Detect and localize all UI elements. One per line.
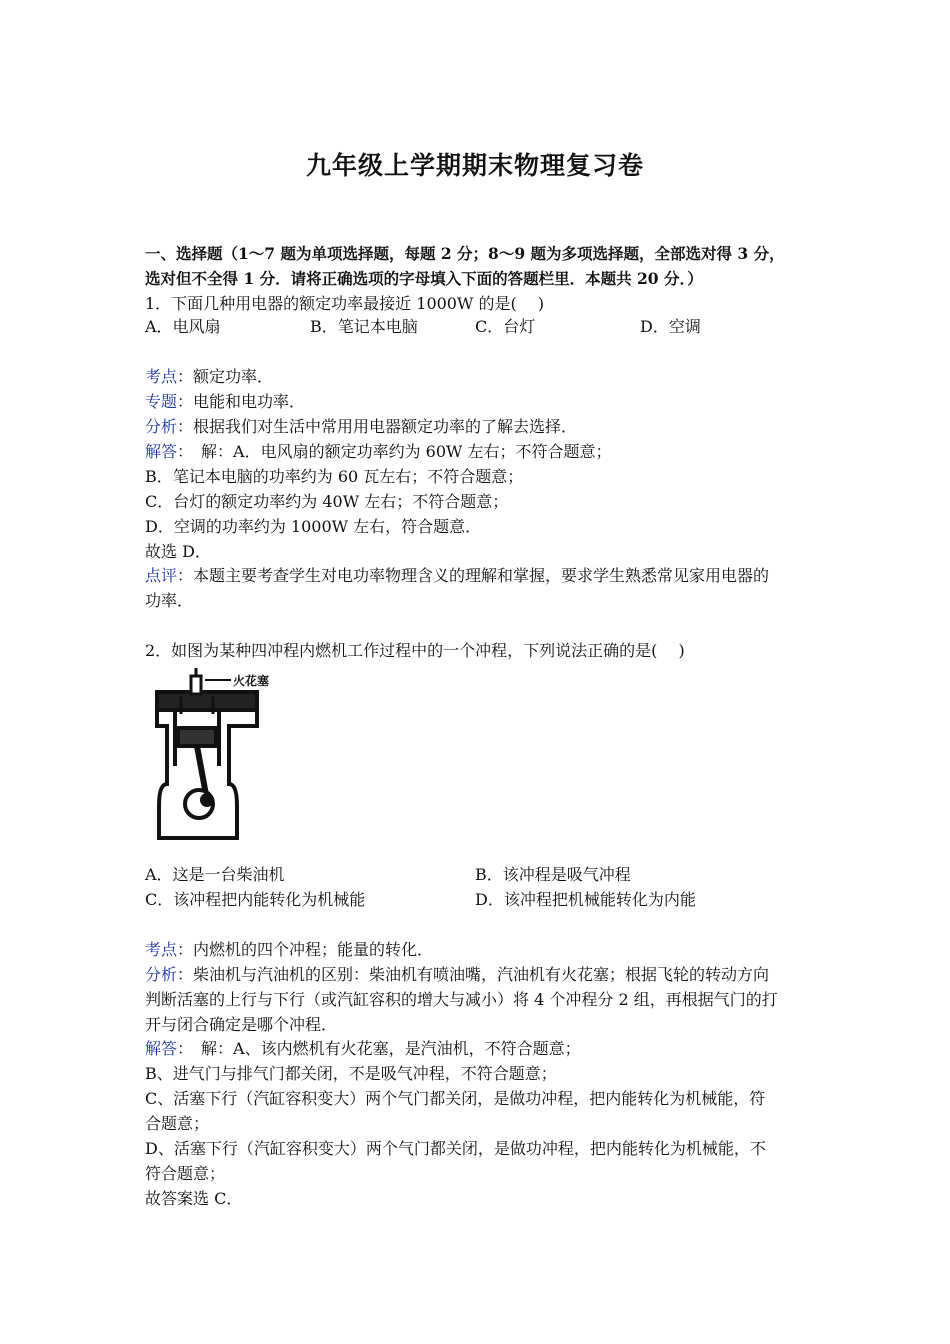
q1-option-c: C．台灯 — [475, 317, 536, 336]
section-heading-line-1: 一、选择题（1～7 题为单项选择题，每题 2 分；8～9 题为多项选择题，全部选对得 3 分， — [145, 244, 785, 263]
fenxi-label: 分析 — [145, 965, 178, 984]
q2-option-c: C．该冲程把内能转化为机械能 — [145, 890, 366, 909]
dianping-label: 点评 — [145, 566, 178, 585]
q1-dianping — [145, 566, 769, 586]
q1-jieda — [145, 442, 612, 462]
q2-option-d: D．该冲程把机械能转化为内能 — [475, 890, 696, 909]
kaodian-text: ：额定功率． — [177, 367, 274, 386]
q1-answer-line: D．空调的功率约为 1000W 左右，符合题意． — [145, 517, 482, 536]
q1-dianping-cont: 功率． — [145, 591, 194, 610]
q2-fenxi-cont: 开与闭合确定是哪个冲程． — [145, 1015, 338, 1034]
jieda-text: ： 解：A、该内燃机有火花塞，是汽油机，不符合题意； — [177, 1039, 581, 1058]
q2-option-a: A．这是一台柴油机 — [145, 865, 285, 884]
jieda-label: 解答 — [145, 442, 178, 461]
cylinder-head — [157, 692, 257, 710]
q2-answer-line: D、活塞下行（汽缸容积变大）两个气门都关闭，是做功冲程，把内能转化为机械能，不 — [145, 1139, 766, 1158]
zhuanti-text: ：电能和电功率． — [177, 392, 306, 411]
fenxi-label: 分析 — [145, 417, 178, 436]
q1-option-d: D．空调 — [640, 317, 701, 336]
spark-plug — [191, 676, 201, 694]
q2-kaodian — [145, 940, 433, 960]
q2-answer-line: C、活塞下行（汽缸容积变大）两个气门都关闭，是做功冲程，把内能转化为机械能，符 — [145, 1089, 766, 1108]
q1-zhuanti — [145, 392, 305, 412]
q2-fenxi-cont: 判断活塞的上行与下行（或汽缸容积的增大与减小）将 4 个冲程分 2 组，再根据气门的打 — [145, 990, 778, 1009]
q2-jieda — [145, 1039, 581, 1059]
kaodian-label: 考点 — [145, 940, 178, 959]
q2-fenxi — [145, 965, 769, 985]
q1-stem: 1．下面几种用电器的额定功率最接近 1000W 的是( ) — [145, 294, 545, 313]
kaodian-label: 考点 — [145, 367, 178, 386]
dianping-text: ：本题主要考查学生对电功率物理含义的理解和掌握，要求学生熟悉常见家用电器的 — [177, 566, 770, 585]
fenxi-text: ：柴油机与汽油机的区别：柴油机有喷油嘴，汽油机有火花塞；根据飞轮的转动方向 — [177, 965, 770, 984]
jieda-label: 解答 — [145, 1039, 178, 1058]
jieda-text: ： 解：A．电风扇的额定功率约为 60W 左右；不符合题意； — [177, 442, 612, 461]
q1-option-a: A．电风扇 — [145, 317, 221, 336]
q2-answer-line: 符合题意； — [145, 1164, 226, 1183]
q2-answer-line: B、进气门与排气门都关闭，不是吸气冲程，不符合题意； — [145, 1064, 557, 1083]
q1-answer-line: B．笔记本电脑的功率约为 60 瓦左右；不符合题意； — [145, 467, 524, 486]
q2-answer-line: 合题意； — [145, 1114, 210, 1133]
zhuanti-label: 专题 — [145, 392, 178, 411]
kaodian-text: ：内燃机的四个冲程；能量的转化． — [177, 940, 434, 959]
q2-option-b: B．该冲程是吸气冲程 — [475, 865, 631, 884]
crank-pin — [202, 795, 212, 805]
q2-answer-line: 故答案选 C． — [145, 1189, 243, 1208]
q1-answer-line: 故选 D． — [145, 542, 211, 561]
q1-option-b: B．笔记本电脑 — [310, 317, 418, 336]
section-heading-line-2: 选对但不全得 1 分．请将正确选项的字母填入下面的答题栏里．本题共 20 分．） — [145, 269, 703, 288]
q1-answer-line: C．台灯的额定功率约为 40W 左右；不符合题意； — [145, 492, 509, 511]
page-title: 九年级上学期期末物理复习卷 — [305, 151, 644, 180]
fenxi-text: ：根据我们对生活中常用用电器额定功率的了解去选择． — [177, 417, 578, 436]
q2-stem: 2．如图为某种四冲程内燃机工作过程中的一个冲程，下列说法正确的是( ) — [145, 641, 685, 660]
q1-fenxi — [145, 417, 577, 437]
spark-plug-label: 火花塞 — [233, 674, 270, 688]
q1-kaodian — [145, 367, 273, 387]
piston — [178, 728, 216, 746]
engine-diagram — [145, 666, 295, 844]
